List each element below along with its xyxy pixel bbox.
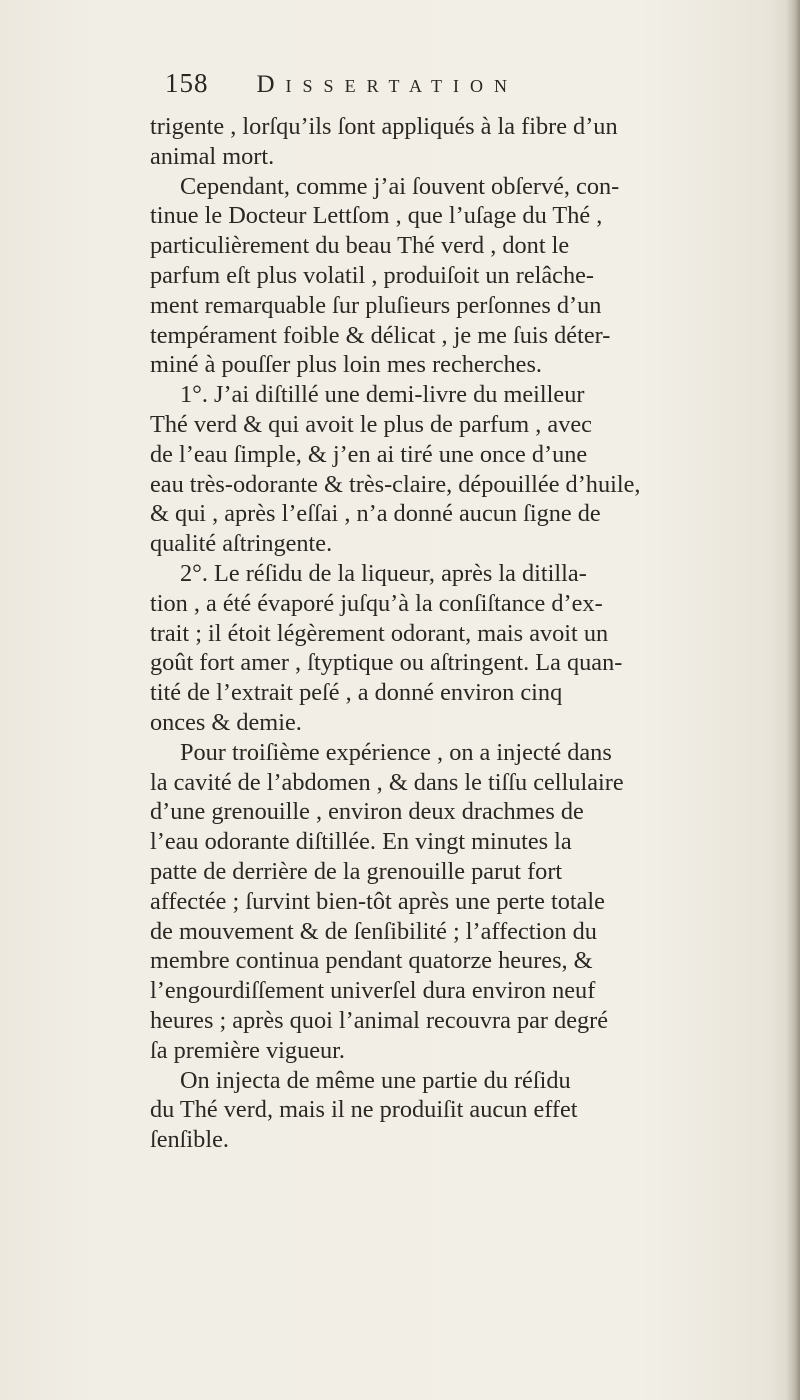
text-line: affectée ; ſurvint bien-tôt après une perte totale	[150, 887, 605, 915]
text-line: trigente , lorſqu’ils ſont appliqués à la fibre d’un	[150, 113, 618, 140]
text-line: heures ; après quoi l’animal recouvra par degré	[150, 1006, 609, 1034]
text-line: de l’eau ſimple, & j’en ai tiré une once d’une	[150, 440, 588, 468]
text-line: membre continua pendant quatorze heures, &	[150, 947, 593, 975]
text-line: du Thé verd, mais il ne produiſit aucun effet	[150, 1096, 578, 1124]
text-line: & qui , après l’eſſai , n’a donné aucun ſigne de	[150, 500, 601, 528]
text-line: goût fort amer , ſtyptique ou aſtringent. La quan-	[150, 649, 623, 677]
running-header	[165, 68, 685, 108]
paragraph-start-line: Pour troiſième expérience , on a injecté dans	[180, 738, 612, 766]
text-line: l’eau odorante diſtillée. En vingt minutes la	[150, 828, 572, 856]
text-line: patte de derrière de la grenouille parut fort	[150, 857, 563, 885]
text-line: d’une grenouille , environ deux drachmes de	[150, 798, 584, 826]
text-line: animal mort.	[150, 142, 275, 170]
text-line: qualité aſtringente.	[150, 530, 333, 558]
text-line: l’engourdiſſement univerſel dura environ neuf	[150, 977, 596, 1005]
text-line: trait ; il étoit légèrement odorant, mais avoit un	[150, 619, 609, 647]
text-line: de mouvement & de ſenſibilité ; l’affection du	[150, 917, 597, 945]
text-line: tion , a été évaporé juſqu’à la conſiſtance d’ex-	[150, 589, 603, 617]
text-line: Thé verd & qui avoit le plus de parfum , avec	[150, 410, 592, 438]
body-text	[150, 112, 710, 1155]
text-line: ſenſible.	[150, 1126, 229, 1154]
text-line: eau très-odorante & très-claire, dépouillée d’huile,	[150, 470, 641, 498]
text-line: tité de l’extrait peſé , a donné environ cinq	[150, 679, 563, 707]
page-edge-shadow	[786, 0, 800, 1400]
text-line: miné à pouſſer plus loin mes recherches.	[150, 351, 543, 379]
text-line: tempérament foible & délicat , je me ſuis déter-	[150, 321, 611, 349]
paragraph-start-line: On injecta de même une partie du réſidu	[180, 1066, 571, 1094]
running-title: Dissertation	[256, 71, 519, 98]
page-number: 158	[165, 68, 209, 98]
text-line: ſa première vigueur.	[150, 1036, 345, 1064]
text-line: la cavité de l’abdomen , & dans le tiſſu cellulaire	[150, 768, 624, 796]
text-line: onces & demie.	[150, 708, 302, 736]
paragraph-start-line: Cependant, comme j’ai ſouvent obſervé, con-	[180, 172, 620, 200]
text-line: particulièrement du beau Thé verd , dont le	[150, 232, 570, 260]
text-line: parfum eſt plus volatil , produiſoit un relâche-	[150, 261, 594, 289]
text-line: tinue le Docteur Lettſom , que l’uſage du Thé ,	[150, 202, 603, 230]
paragraph-start-line: 2°. Le réſidu de la liqueur, après la ditilla-	[180, 559, 587, 587]
text-line: ment remarquable ſur pluſieurs perſonnes d’un	[150, 291, 602, 319]
paragraph-start-line: 1°. J’ai diſtillé une demi-livre du meilleur	[180, 381, 585, 409]
